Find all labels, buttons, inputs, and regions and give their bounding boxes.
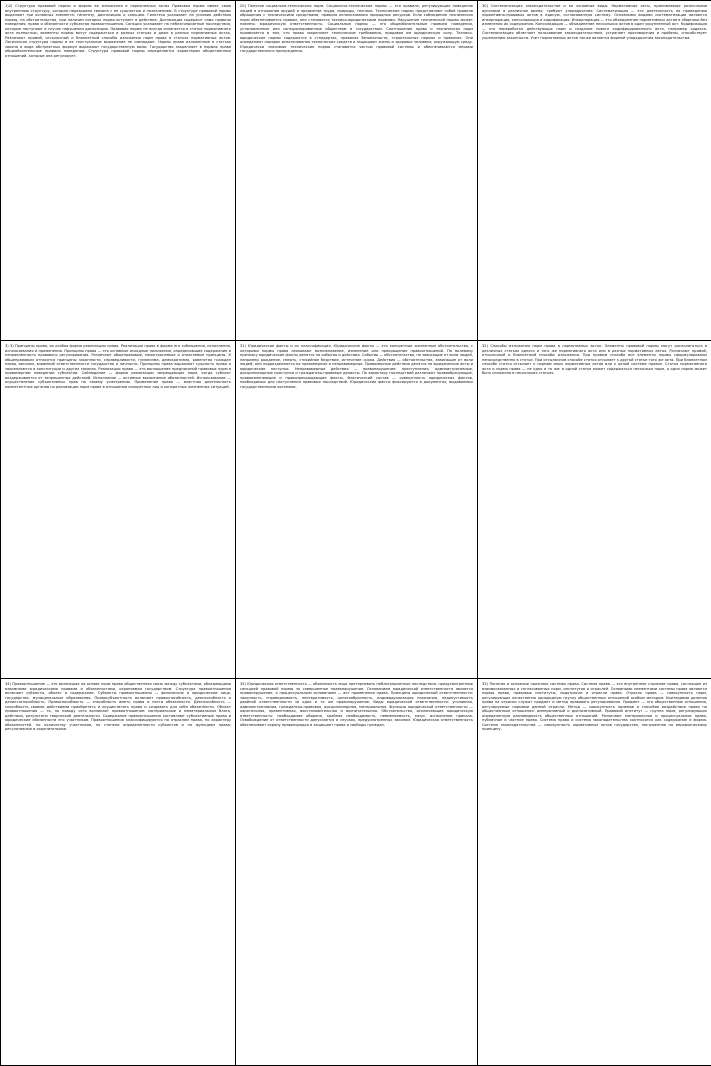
cell-text: 1)2) Структура правовой нормы и формы ее изложения в нормативных актах Правовая норма имеет свою внутреннюю структуру, которая неразрывно связана с ее сущностью и назначением. В структуре правовой нормы выделяют три основных элемента: гипотезу, диспозицию и санкцию. Гипотеза указывает на условия действия нормы, на обстоятельства, при наличии которых норма вступает в действие. Диспозиция содержит само правило поведения, права и обязанности субъектов правоотношения. Санкция указывает на неблагоприятные последствия, которые наступают в случае нарушения диспозиции. Правовая норма не всегда излагается в статье нормативного акта полностью; элементы нормы могут содержаться в разных статьях и даже в разных нормативных актах. Различают прямой, отсылочный и бланкетный способы изложения норм права в статьях нормативных актов. Логическая структура нормы и ее текстуальное выражение не совпадают. Нормы права изложенные в статьях закона в виде абстрактных формул выражают государственную волю. Государство закрепляет в нормах права общеобязательные правила поведения. Структура правовой нормы определяется характером общественных отношений, которые она регулирует.	[5, 4, 231, 59]
cell-text: 30) Систематизация законодательства и ее основные виды. Нормативные акты, принимаемые различными органами в различное время, требуют упорядочения. Систематизация — это деятельность по приведению нормативно-правовых актов в единую, согласованную систему. Основными видами систематизации являются инкорпорация, консолидация и кодификация. Инкорпорация — это объединение нормативных актов в сборники без изменения их содержания. Консолидация — объединение нескольких актов в один укрупненный акт. Кодификация — это переработка действующих норм и создание нового кодифицированного акта, например кодекса. Систематизация облегчает пользование законодательством, устраняет противоречия и пробелы, способствует укреплению законности. Учет нормативных актов также является формой упорядочения законодательства.	[482, 4, 707, 40]
text-cell-3	[477, 0, 711, 341]
text-cell-6	[477, 340, 711, 679]
cell-text: 31) Юридические факты и их классификация. Юридические факты — это конкретные жизненные обстоятельства, с которыми нормы права связывают возникновение, изменение или прекращение правоотношений. По волевому признаку юридические факты делятся на события и действия. События — обстоятельства, не зависящие от воли людей, например рождение, смерть, стихийное бедствие, истечение срока. Действия — обстоятельства, зависящие от воли людей; они подразделяются на правомерные и неправомерные. Правомерные действия делятся на юридические акты и юридические поступки. Неправомерные действия — правонарушения: преступления, административные, дисциплинарные проступки и гражданско-правовые деликты. По характеру последствий различают правообразующие, правоизменяющие и правопрекращающие факты. Фактический состав — совокупность юридических фактов, необходимых для наступления правовых последствий. Юридические факты фиксируются в документах, выдаваемых государственными органами.	[240, 344, 473, 389]
cell-text: 32) Способы изложения норм права в нормативных актах. Элементы правовой нормы могут располагаться в различных статьях одного и того же нормативного акта или в разных нормативных актах. Различают прямой, отсылочный и бланкетный способы изложения. При прямом способе все элементы нормы сформулированы непосредственно в статье. При отсылочном способе статья отсылает к другой статье того же акта. При бланкетном способе статья отсылает к нормам иных нормативных актов или к целой системе правил. Статья нормативного акта и норма права — не одно и то же: в одной статье может содержаться несколько норм, а одна норма может быть изложена в нескольких статьях.	[482, 344, 707, 376]
cell-text: 33) Понятие и основные признаки системы права. Система права — это внутреннее строение права, состоящее из взаимосвязанных и согласованных норм, институтов и отраслей. Основными элементами системы права являются нормы права, правовые институты, подотрасли и отрасли права. Отрасль права — совокупность норм, регулирующих качественно однородную группу общественных отношений особым методом. Критериями деления права на отрасли служат предмет и метод правового регулирования. Предмет — это общественные отношения, регулируемые нормами данной отрасли. Метод — совокупность приемов и способов воздействия права на общественные отношения: императивный и диспозитивный. Правовой институт — группа норм, регулирующих определенную разновидность общественных отношений. Различают материальное и процессуальное право, публичное и частное право. Система права и система законодательства соотносятся как содержание и форма. Система законодательства — совокупность нормативных актов государства, построенная по иерархическому принципу.	[482, 682, 707, 732]
cell-text: 35) Юридическая ответственность — обязанность лица претерпевать неблагоприятные последствия, предусмотренные санкцией правовой нормы за совершенное правонарушение. Основанием юридической ответственности является правонарушение, а процессуальным основанием — акт применения права. Принципы юридической ответственности: законность, справедливость, неотвратимость, целесообразность, индивидуализация наказания, недопустимость двойной ответственности за одно и то же правонарушение. Виды юридической ответственности: уголовная, административная, гражданско-правовая, дисциплинарная, материальная. Функции юридической ответственности — карательная, превентивная, восстановительная и воспитательная. Обстоятельства, исключающие юридическую ответственность: необходимая оборона, крайняя необходимость, невменяемость, казус, исполнение приказа. Освобождение от ответственности допускается в случаях, предусмотренных законом. Юридическая ответственность обеспечивает охрану правопорядка и защищает права и свободы граждан.	[240, 682, 473, 727]
text-cell-5	[235, 340, 478, 679]
text-cell-1	[0, 0, 236, 341]
text-cell-8	[235, 678, 478, 1066]
text-cell-9	[477, 678, 711, 1066]
text-cell-2	[235, 0, 478, 341]
cell-text: 20) Понятие социально-технических норм. Социально-технические нормы — это правила, регулирующие поведение людей в отношении орудий и предметов труда, природы, техники. Технические нормы представляют собой правила обращения с техническими средствами, правила использования природных ресурсов. Если соблюдение технических норм обеспечивается правом, они становятся технико-юридическими нормами. Нарушение технической нормы может повлечь юридическую ответственность. Социальные нормы — это общеобязательные правила поведения, установленные или санкционированные обществом и государством. Соотношение права и технических норм проявляется в том, что право закрепляет технические требования, придавая им юридическую силу. Технико-юридические нормы содержатся в стандартах, правилах безопасности, строительных нормах и правилах. Они определяют порядок использования технических средств и защищают жизнь и здоровье человека, окружающую среду. Юридически значимые технические нормы становятся частью правовой системы и обеспечиваются мерами государственного принуждения.	[240, 4, 473, 54]
text-cell-7	[0, 678, 236, 1066]
text-cell-4	[0, 340, 236, 679]
cell-text: 34) Правоотношение — это возникшая на основе норм права общественная связь между субъектами, обладающими взаимными юридическими правами и обязанностями, охраняемая государством. Структура правоотношения включает субъекты, объект и содержание. Субъекты правоотношения — физические и юридические лица, государство, муниципальные образования. Правосубъектность включает правоспособность, дееспособность и деликтоспособность. Правоспособность — способность иметь права и нести обязанности. Дееспособность — способность своими действиями приобретать и осуществлять права и создавать для себя обязанности. Объект правоотношения — то, по поводу чего возникает правоотношение: материальные и нематериальные блага, действия, результаты творческой деятельности. Содержание правоотношения составляют субъективные права и юридические обязанности его участников. Правоотношения классифицируются по отраслям права, по характеру обязанностей, по количеству участников, по степени определенности субъектов и по функциям права: регулятивные и охранительные.	[5, 682, 231, 732]
cell-text: 3) 3) Принципы права, их особая форма реализации права. Реализация права в форме его соблюдения, исполнения, использования и применения. Принципы права — это основные исходные положения, определяющие содержание и направленность правового регулирования. Различают общеправовые, межотраслевые и отраслевые принципы. К общеправовым относятся принципы законности, справедливости, гуманизма, демократизма, равенства граждан перед законом, взаимной ответственности государства и личности. Принципы права выражают сущность права и закрепляются в конституции и других законах. Реализация права — это воплощение предписаний правовых норм в правомерном поведении субъектов. Соблюдение — форма реализации запрещающих норм, когда субъект воздерживается от запрещенных действий. Исполнение — активное выполнение обязанностей. Использование — осуществление субъективных прав по своему усмотрению. Применение права — властная деятельность компетентных органов по реализации норм права в отношении конкретных лиц и конкретных жизненных ситуаций.	[5, 344, 231, 389]
